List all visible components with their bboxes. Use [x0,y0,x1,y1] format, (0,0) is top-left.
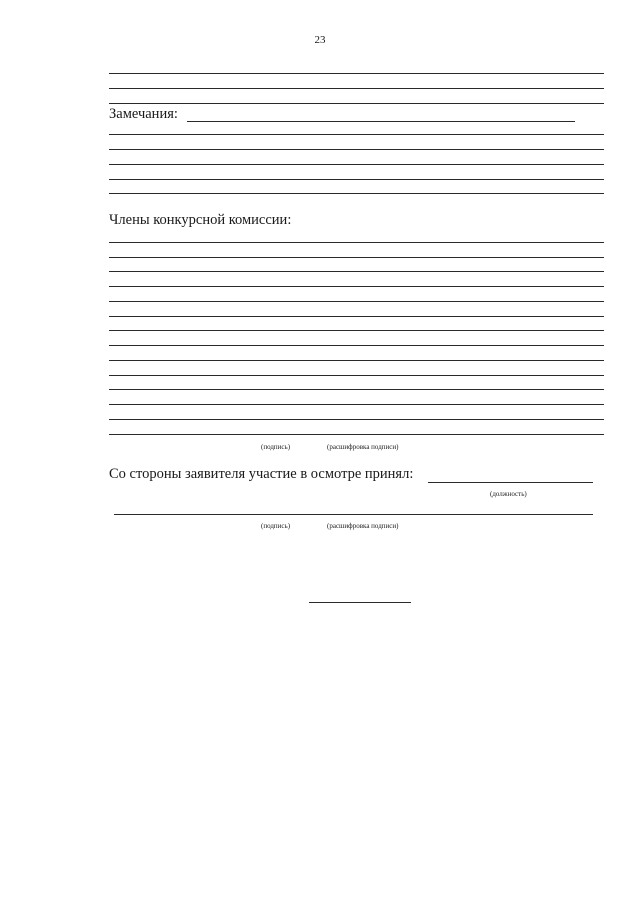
blank-line [109,88,604,89]
blank-line [109,257,604,258]
page-number: 23 [314,34,326,46]
blank-line [109,73,604,74]
blank-line [109,164,604,165]
commission-decoding-caption: (расшифровка подписи) [327,443,399,451]
remarks-fill-line [187,121,575,122]
blank-line [109,134,604,135]
applicant-position-line [428,482,593,483]
blank-line [109,286,604,287]
blank-line [109,360,604,361]
blank-line [109,345,604,346]
blank-line [109,242,604,243]
applicant-position-caption: (должность) [490,490,527,498]
blank-line [109,149,604,150]
commission-label: Члены конкурсной комиссии: [109,212,292,228]
blank-line [109,193,604,194]
blank-line [109,404,604,405]
blank-line [109,271,604,272]
applicant-decoding-caption: (расшифровка подписи) [327,522,399,530]
blank-line [109,316,604,317]
remarks-label: Замечания: [109,106,178,122]
applicant-label: Со стороны заявителя участие в осмотре принял: [109,466,414,482]
blank-line [109,434,604,435]
blank-line [109,375,604,376]
blank-line [109,419,604,420]
commission-signature-caption: (подпись) [261,443,291,451]
blank-line [109,301,604,302]
applicant-signature-line [114,514,593,515]
applicant-signature-caption: (подпись) [261,522,291,530]
blank-line [109,179,604,180]
blank-line [109,103,604,104]
blank-line [109,330,604,331]
blank-line [109,389,604,390]
end-separator-line [309,602,411,603]
